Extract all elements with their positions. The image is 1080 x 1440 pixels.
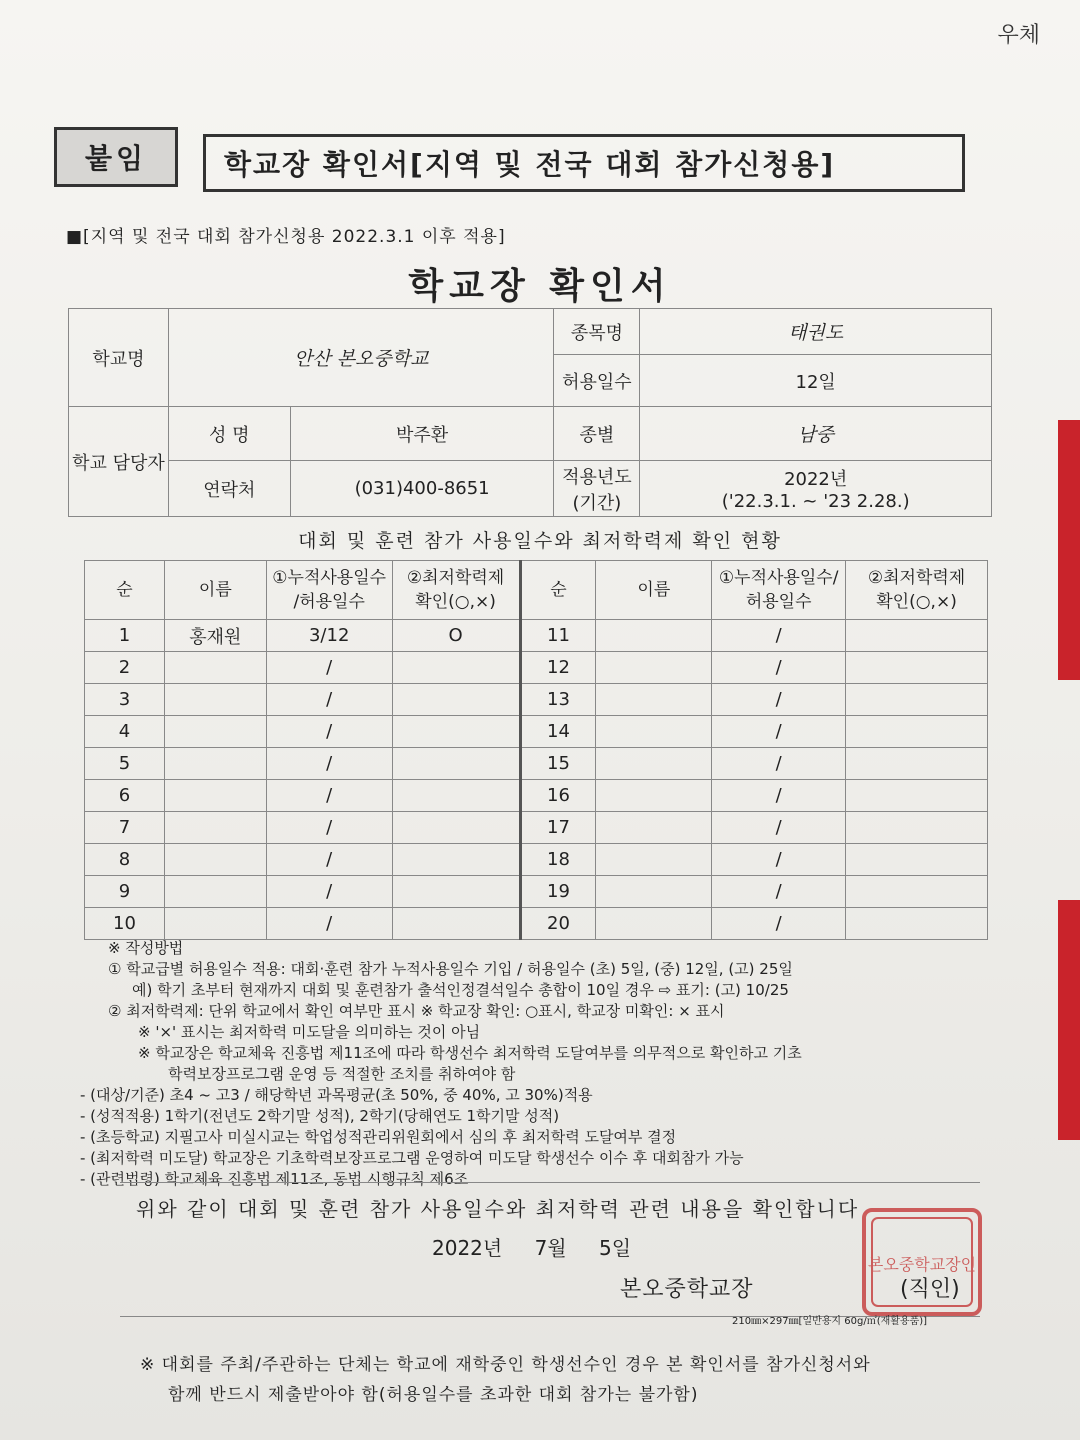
instruction-line: - (초등학교) 지필고사 미실시교는 학업성적관리위원회에서 심의 후 최저학력 도달여부 결정 (80, 1128, 677, 1146)
row-days: / (266, 748, 392, 780)
header-days-right-line1: ①누적사용일수/ (718, 568, 839, 588)
row-days-right: / (712, 684, 846, 716)
row-no: 10 (85, 908, 165, 940)
row-check-right (846, 620, 988, 652)
page-title: 학교장 확인서 (408, 266, 672, 307)
row-check-right (846, 716, 988, 748)
row-days: / (266, 716, 392, 748)
row-name: 홍재원 (164, 620, 266, 652)
header-acad-right (846, 561, 988, 620)
instruction-line: ② 최저학력제: 단위 학교에서 확인 여부만 표시 ※ 학교장 확인: ○표시, 학교장 미확인: × 표시 (108, 1002, 725, 1020)
form-header: 학교장 확인서[지역 및 전국 대회 참가신청용] (203, 134, 965, 192)
sport-label: 종목명 (554, 309, 640, 355)
year-label (554, 461, 640, 517)
row-name (164, 652, 266, 684)
header-name: 이름 (164, 561, 266, 620)
contact-label: 연락처 (168, 461, 290, 517)
school-info-table (68, 308, 992, 517)
instruction-line: 학력보장프로그램 운영 등 적절한 조치를 취하여야 함 (168, 1065, 516, 1083)
row-check-right (846, 812, 988, 844)
row-check: O (392, 620, 520, 652)
row-no: 4 (85, 716, 165, 748)
instruction-line: - (최저학력 미도달) 학교장은 기초학력보장프로그램 운영하여 미도달 학생선수 이수 후 대회참가 가능 (80, 1149, 744, 1167)
row-days-right: / (712, 844, 846, 876)
category-value: 남중 (640, 407, 992, 461)
instruction-line: ※ 학교장은 학교체육 진흥법 제11조에 따라 학생선수 최저학력 도달여부를 의무적으로 확인하고 기초 (138, 1044, 802, 1062)
school-name-label: 학교명 (69, 309, 169, 407)
table-row (85, 652, 988, 684)
row-check (392, 652, 520, 684)
row-name (164, 716, 266, 748)
year-label-line1: 적용년도 (562, 466, 632, 488)
row-name (164, 876, 266, 908)
row-name-right (596, 812, 712, 844)
row-check-right (846, 748, 988, 780)
row-days: / (266, 812, 392, 844)
row-days: / (266, 684, 392, 716)
background-red-strip-lower (1058, 900, 1080, 1140)
row-check-right (846, 876, 988, 908)
row-check (392, 908, 520, 940)
manager-name-label: 성 명 (168, 407, 290, 461)
school-name-value: 안산 본오중학교 (168, 309, 554, 407)
row-no-right: 16 (520, 780, 596, 812)
row-name-right (596, 716, 712, 748)
row-check (392, 684, 520, 716)
instruction-line: ※ 작성방법 (108, 939, 184, 957)
row-no: 7 (85, 812, 165, 844)
row-no-right: 12 (520, 652, 596, 684)
row-check (392, 876, 520, 908)
row-no-right: 13 (520, 684, 596, 716)
sport-value: 태권도 (640, 309, 992, 355)
row-no-right: 14 (520, 716, 596, 748)
row-days-right: / (712, 780, 846, 812)
row-days: / (266, 652, 392, 684)
header-days-line2: /허용일수 (293, 592, 365, 612)
row-no-right: 11 (520, 620, 596, 652)
row-name-right (596, 876, 712, 908)
manager-label: 학교 담당자 (69, 407, 169, 517)
row-name-right (596, 684, 712, 716)
table-row (85, 812, 988, 844)
table-row (85, 844, 988, 876)
period-text: ('22.3.1. ~ '23 2.28.) (721, 491, 910, 512)
row-name (164, 748, 266, 780)
row-days-right: / (712, 908, 846, 940)
row-days-right: / (712, 716, 846, 748)
row-no-right: 18 (520, 844, 596, 876)
row-check (392, 748, 520, 780)
header-acad-right-line2: 확인(○,×) (876, 592, 957, 612)
row-no-right: 17 (520, 812, 596, 844)
seal-text: 본오중학교장인 (867, 1255, 977, 1274)
row-name-right (596, 652, 712, 684)
allowed-days-value: 12일 (640, 355, 992, 407)
table-row (85, 684, 988, 716)
row-days-right: / (712, 620, 846, 652)
header-name-right: 이름 (596, 561, 712, 620)
row-name (164, 908, 266, 940)
header-acad-right-line1: ②최저학력제 (867, 568, 966, 588)
row-no: 6 (85, 780, 165, 812)
issue-date: 2022년 7월 5일 (432, 1236, 632, 1260)
row-days-right: / (712, 748, 846, 780)
apply-note: ■[지역 및 전국 대회 참가신청용 2022.3.1 이후 적용] (66, 227, 506, 247)
header-days-line1: ①누적사용일수 (272, 568, 387, 588)
row-name-right (596, 620, 712, 652)
row-no-right: 19 (520, 876, 596, 908)
instruction-line: ※ '×' 표시는 최저학력 미도달을 의미하는 것이 아님 (138, 1023, 481, 1041)
row-days: / (266, 844, 392, 876)
header-acad (392, 561, 520, 620)
row-no: 1 (85, 620, 165, 652)
row-no: 3 (85, 684, 165, 716)
manager-name-value: 박주환 (290, 407, 554, 461)
category-label: 종별 (554, 407, 640, 461)
instruction-line: - (대상/기준) 초4 ~ 고3 / 해당학년 과목평균(초 50%, 중 40%, 고 30%)적용 (80, 1086, 593, 1104)
year-value (640, 461, 992, 517)
instruction-line: - (관련법령) 학교체육 진흥법 제11조, 동법 시행규칙 제6조 (80, 1170, 469, 1188)
header-no-right: 순 (520, 561, 596, 620)
seal-label: (직인) (900, 1277, 960, 1302)
row-days-right: / (712, 876, 846, 908)
footnote-line: 함께 반드시 제출받아야 함(허용일수를 초과한 대회 참가는 불가함) (168, 1385, 699, 1405)
row-days: / (266, 908, 392, 940)
table-row (85, 620, 988, 652)
row-no: 9 (85, 876, 165, 908)
instruction-line: ① 학교급별 허용일수 적용: 대회·훈련 참가 누적사용일수 기입 / 허용일수 (초) 5일, (중) 12일, (고) 25일 (108, 960, 793, 978)
row-no-right: 15 (520, 748, 596, 780)
header-days-right-line2: 허용일수 (745, 592, 812, 612)
table-row (85, 716, 988, 748)
row-days-right: / (712, 812, 846, 844)
status-title: 대회 및 훈련 참가 사용일수와 최저학력제 확인 현황 (298, 530, 782, 552)
row-check (392, 716, 520, 748)
row-days: / (266, 876, 392, 908)
instruction-line: - (성적적용) 1학기(전년도 2학기말 성적), 2학기(당해연도 1학기말 성적) (80, 1107, 560, 1125)
row-name (164, 812, 266, 844)
row-no-right: 20 (520, 908, 596, 940)
row-days-right: / (712, 652, 846, 684)
principal-title: 본오중학교장 (620, 1277, 754, 1302)
header-no: 순 (85, 561, 165, 620)
year-text: 2022년 (784, 469, 848, 490)
row-no: 5 (85, 748, 165, 780)
header-days-right (712, 561, 846, 620)
row-check-right (846, 908, 988, 940)
table-row (85, 748, 988, 780)
row-no: 8 (85, 844, 165, 876)
row-no: 2 (85, 652, 165, 684)
footnote-line: ※ 대회를 주최/주관하는 단체는 학교에 재학중인 학생선수인 경우 본 확인서를 참가신청서와 (140, 1355, 871, 1375)
usage-status-table (84, 560, 988, 940)
allowed-days-label: 허용일수 (554, 355, 640, 407)
row-name-right (596, 748, 712, 780)
row-name-right (596, 908, 712, 940)
paper-spec: 210㎜×297㎜[일반용지 60g/㎡(재활용품)] (732, 1316, 928, 1327)
row-name (164, 780, 266, 812)
writing-instructions (80, 938, 988, 1190)
header-days (266, 561, 392, 620)
row-check-right (846, 780, 988, 812)
row-check-right (846, 684, 988, 716)
row-days: 3/12 (266, 620, 392, 652)
row-check (392, 812, 520, 844)
row-check-right (846, 844, 988, 876)
table-row (85, 908, 988, 940)
table-row (85, 876, 988, 908)
attachment-label: 붙임 (54, 127, 178, 187)
row-check (392, 780, 520, 812)
header-acad-line1: ②최저학력제 (406, 568, 505, 588)
submission-footnote (140, 1350, 871, 1410)
row-days: / (266, 780, 392, 812)
table-row (85, 780, 988, 812)
confirmation-statement: 위와 같이 대회 및 훈련 참가 사용일수와 최저학력 관련 내용을 확인합니다 (136, 1197, 860, 1221)
corner-handwritten-mark: 우체 (997, 23, 1040, 48)
row-name (164, 844, 266, 876)
row-name-right (596, 844, 712, 876)
year-label-line2: (기간) (572, 492, 622, 514)
divider (120, 1182, 980, 1183)
instruction-line: 예) 학기 초부터 현재까지 대회 및 훈련참가 출석인정결석일수 총합이 10일 경우 ⇨ 표기: (고) 10/25 (132, 981, 789, 999)
row-check (392, 844, 520, 876)
table-header-row (85, 561, 988, 620)
row-name-right (596, 780, 712, 812)
header-acad-line2: 확인(○,×) (415, 592, 496, 612)
row-check-right (846, 652, 988, 684)
row-name (164, 684, 266, 716)
contact-value: (031)400-8651 (290, 461, 554, 517)
